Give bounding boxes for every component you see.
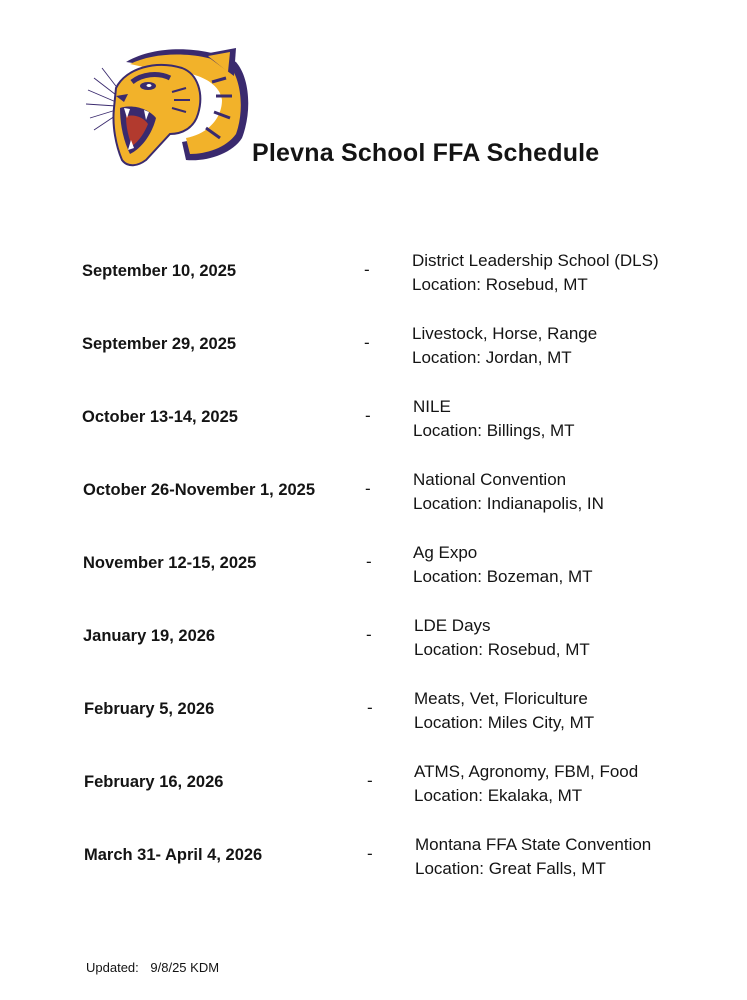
separator-dash: - [366,625,372,644]
event-name: Montana FFA State Convention [415,835,652,854]
separator-dash: - [365,406,371,425]
updated-footer [86,960,219,975]
updated-label: Updated: [86,960,139,975]
updated-value: 9/8/25 KDM [150,960,220,975]
event-details [412,322,597,370]
event-details [414,614,590,662]
event-location: Location: Ekalaka, MT [414,786,583,805]
event-details [414,760,638,808]
event-date: September 29, 2025 [82,335,237,353]
schedule-row [0,616,747,677]
event-date: October 13-14, 2025 [82,408,238,426]
event-location: Location: Indianapolis, IN [413,494,604,513]
page-title: Plevna School FFA Schedule [252,139,600,167]
event-name: NILE [413,397,451,416]
event-date: November 12-15, 2025 [83,554,257,572]
event-location: Location: Jordan, MT [412,348,572,367]
event-details [413,395,575,443]
event-name: LDE Days [414,616,491,635]
event-location: Location: Rosebud, MT [414,640,590,659]
event-name: District Leadership School (DLS) [412,251,659,270]
event-location: Location: Miles City, MT [414,713,595,732]
event-date: February 16, 2026 [84,773,224,791]
separator-dash: - [367,698,373,717]
event-details [412,249,659,297]
event-location: Location: Billings, MT [413,421,575,440]
schedule-row [0,397,747,458]
event-name: National Convention [413,470,567,489]
schedule-row [0,543,747,604]
event-date: September 10, 2025 [82,262,237,280]
event-date: February 5, 2026 [84,700,215,718]
schedule-row [0,324,747,385]
event-details [413,541,593,589]
separator-dash: - [364,260,370,279]
event-details [413,468,604,516]
event-date: January 19, 2026 [83,627,216,645]
event-name: Meats, Vet, Floriculture [414,689,588,708]
event-name: ATMS, Agronomy, FBM, Food [414,762,639,781]
event-date: March 31- April 4, 2026 [84,846,263,864]
event-details [414,687,594,735]
schedule-row [0,470,747,531]
separator-dash: - [366,552,372,571]
schedule-row [0,835,747,896]
event-location: Location: Rosebud, MT [412,275,588,294]
separator-dash: - [364,333,370,352]
schedule-row [0,689,747,750]
separator-dash: - [367,844,373,863]
event-location: Location: Bozeman, MT [413,567,593,586]
separator-dash: - [367,771,373,790]
event-location: Location: Great Falls, MT [415,859,606,878]
event-date: October 26-November 1, 2025 [83,481,316,499]
event-name: Livestock, Horse, Range [412,324,598,343]
separator-dash: - [365,479,371,498]
schedule-row [0,762,747,823]
schedule-row [0,251,747,312]
event-name: Ag Expo [413,543,478,562]
event-details [415,833,651,881]
